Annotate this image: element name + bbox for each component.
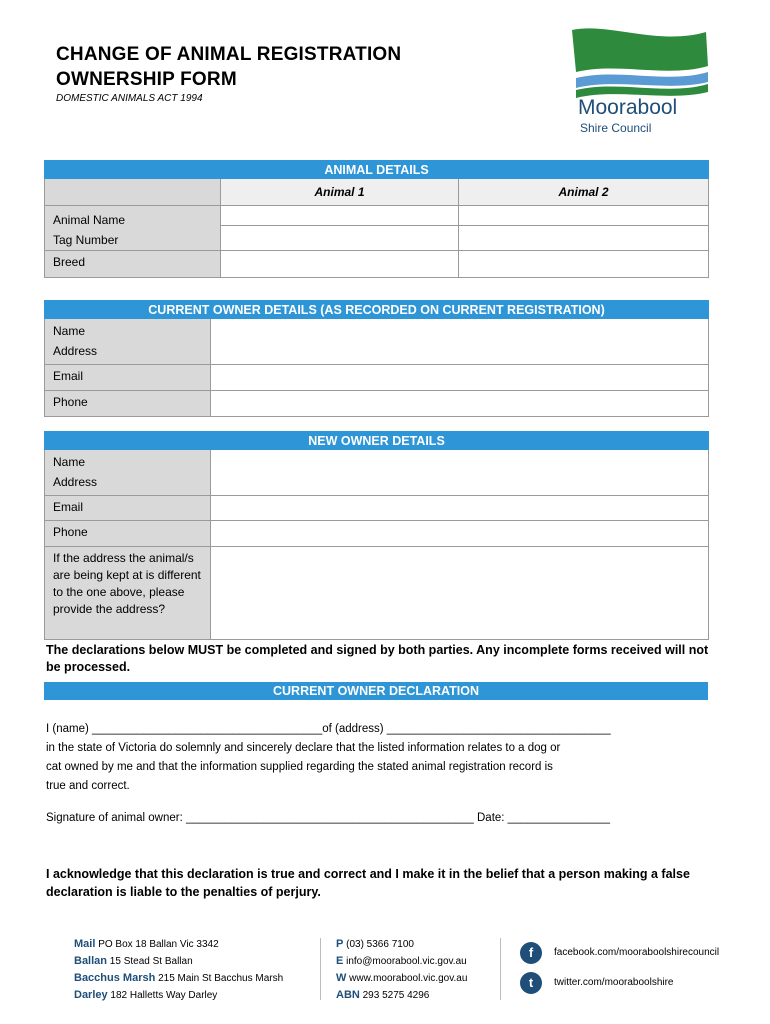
current-owner-phone-input[interactable] [211, 391, 709, 417]
twitter-icon: t [520, 972, 542, 994]
animal-1-name-input[interactable] [221, 206, 459, 226]
declaration-line-4: true and correct. [46, 780, 130, 792]
logo-name: Moorabool [578, 96, 678, 119]
footer-phone: P (03) 5366 7100 [336, 938, 414, 950]
footer-office-bacchus-marsh: Bacchus Marsh 215 Main St Bacchus Marsh [74, 972, 284, 984]
page-subtitle: DOMESTIC ANIMALS ACT 1994 [56, 93, 203, 104]
animal-1-header: Animal 1 [221, 179, 459, 206]
current-owner-name-label: Name [53, 324, 86, 338]
new-owner-phone-input[interactable] [211, 521, 709, 547]
new-owner-address-label: Address [53, 475, 98, 489]
current-owner-address-label: Address [53, 344, 98, 358]
footer-divider-1 [320, 938, 321, 1000]
kept-address-label: If the address the animal/s are being kept at is different to the one above, please provide the address? [45, 547, 211, 640]
current-owner-name-address-input[interactable] [211, 319, 709, 365]
animal-2-breed-input[interactable] [459, 251, 709, 278]
declaration-line-2: in the state of Victoria do solemnly and sincerely declare that the listed information relates to a dog or [46, 742, 561, 754]
signature-line[interactable]: Signature of animal owner: _____________________________________________ Date: ________________ [46, 812, 611, 824]
animal-2-tag-input[interactable] [459, 226, 709, 251]
tag-number-label: Tag Number [53, 233, 119, 247]
animal-header-blank [45, 179, 221, 206]
animal-2-header: Animal 2 [459, 179, 709, 206]
animal-2-name-input[interactable] [459, 206, 709, 226]
current-owner-table [44, 300, 709, 417]
facebook-link[interactable]: facebook.com/mooraboolshirecouncil [554, 947, 720, 958]
footer-divider-2 [500, 938, 501, 1000]
animal-details-table [44, 160, 709, 278]
animal-details-heading: ANIMAL DETAILS [45, 161, 709, 179]
animal-1-breed-input[interactable] [221, 251, 459, 278]
animal-name-tag-label [45, 206, 221, 251]
footer-contacts [336, 936, 467, 1004]
new-owner-name-label: Name [53, 455, 86, 469]
title-line-2: OWNERSHIP FORM [56, 69, 237, 90]
new-owner-name-address-label [45, 450, 211, 496]
animal-1-tag-input[interactable] [221, 226, 459, 251]
current-owner-email-label: Email [45, 365, 211, 391]
current-owner-email-input[interactable] [211, 365, 709, 391]
title-line-1: CHANGE OF ANIMAL REGISTRATION [56, 44, 402, 65]
declaration-text [46, 720, 726, 796]
new-owner-email-input[interactable] [211, 496, 709, 521]
page-title [56, 42, 401, 92]
declaration-notice: The declarations below MUST be completed and signed by both parties. Any incomplete forms received will not be processed. [46, 643, 709, 674]
new-owner-table [44, 431, 709, 640]
current-owner-heading: CURRENT OWNER DETAILS (AS RECORDED ON CURRENT REGISTRATION) [45, 301, 709, 319]
new-owner-name-address-input[interactable] [211, 450, 709, 496]
new-owner-heading: NEW OWNER DETAILS [45, 432, 709, 450]
kept-address-input[interactable] [211, 547, 709, 640]
declaration-line-1[interactable]: I (name) ____________________________________of (address) ___________________________________ [46, 723, 611, 735]
footer-abn: ABN 293 5275 4296 [336, 989, 430, 1001]
footer-offices [74, 936, 283, 1004]
current-owner-name-address-label [45, 319, 211, 365]
logo-subtitle: Shire Council [580, 121, 652, 135]
footer-website[interactable]: W www.moorabool.vic.gov.au [336, 972, 468, 984]
footer-email[interactable]: E info@moorabool.vic.gov.au [336, 955, 467, 967]
breed-label: Breed [45, 251, 221, 278]
declaration-line-3: cat owned by me and that the information supplied regarding the stated animal registration record is [46, 761, 553, 773]
twitter-link[interactable]: twitter.com/mooraboolshire [554, 977, 674, 988]
footer-office-darley: Darley 182 Halletts Way Darley [74, 989, 218, 1001]
footer-office-ballan: Ballan 15 Stead St Ballan [74, 955, 193, 967]
current-owner-declaration-heading: CURRENT OWNER DECLARATION [44, 682, 708, 700]
animal-name-label: Animal Name [53, 213, 126, 227]
current-owner-phone-label: Phone [45, 391, 211, 417]
acknowledgement: I acknowledge that this declaration is true and correct and I make it in the belief that a person making a false declaration is liable to the penalties of perjury. [46, 867, 690, 899]
new-owner-email-label: Email [45, 496, 211, 521]
facebook-icon: f [520, 942, 542, 964]
footer-office-mail: Mail PO Box 18 Ballan Vic 3342 [74, 938, 219, 950]
new-owner-phone-label: Phone [45, 521, 211, 547]
